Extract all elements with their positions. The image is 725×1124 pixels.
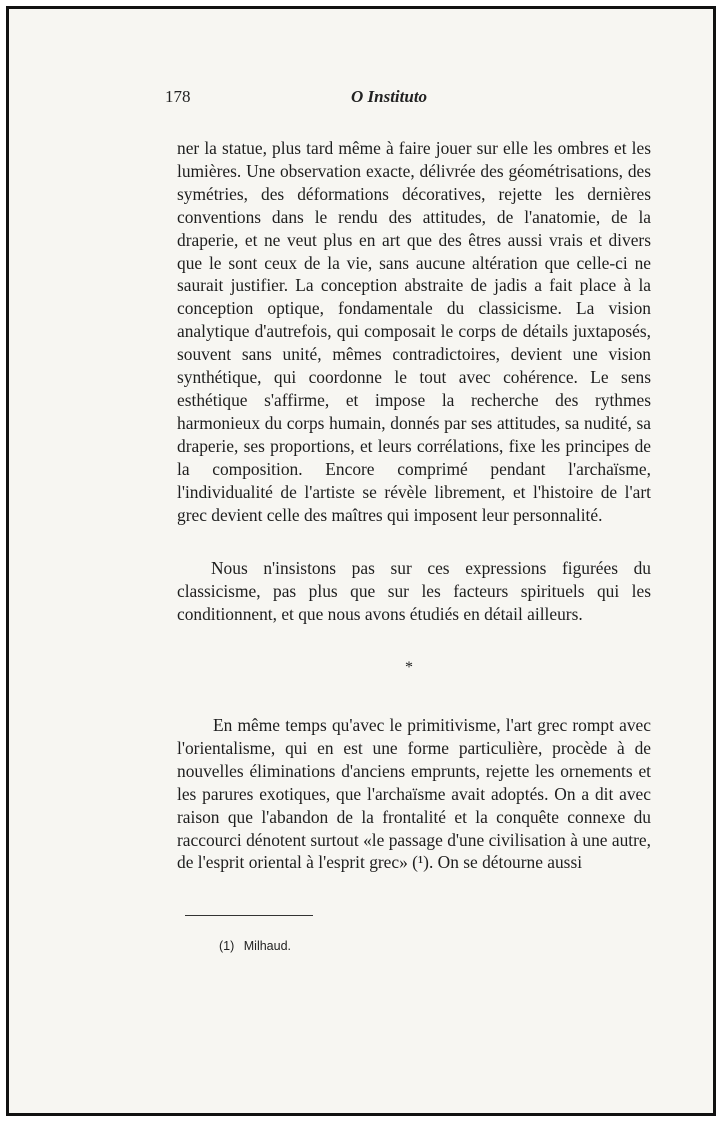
scanned-page bbox=[6, 6, 716, 1116]
crop-mark-top-left bbox=[6, 6, 20, 9]
footnote-marker: (1) bbox=[219, 939, 235, 953]
paragraph-1: ner la statue, plus tard même à faire jouer sur elle les ombres et les lumières. Une observation exacte, délivrée des géométrisations, des symétries, des déformations décoratives, rejette les dernières conventions dans le rendu des attitudes, de l'anatomie, de la draperie, et ne veut plus en art que des êtres aussi vrais et divers que le sont ceux de la vie, sans aucune altération que celle-ci ne saurait justifier. La conception abstraite de jadis a fait place à la conception optique, fondamentale du classicisme. La vision analytique d'autrefois, qui composait le corps de détails juxtaposés, souvent sans unité, mêmes contradictoires, devient une vision synthétique, qui coordonne le tout avec cohérence. Le sens esthétique s'affirme, et impose la recherche des rythmes harmonieux du corps humain, donnés par ses attitudes, sa nudité, sa draperie, ses proportions, et leurs corrélations, fixe les principes de la composition. Encore comprimé pendant l'archaïsme, l'individualité de l'artiste se révèle librement, et l'histoire de l'art grec devient celle des maîtres qui imposent leur personnalité. bbox=[177, 138, 651, 525]
footnote bbox=[219, 939, 291, 953]
section-separator-asterisk: * bbox=[405, 659, 413, 676]
paragraph-3: En même temps qu'avec le primitivisme, l'art grec rompt avec l'orientalisme, qui en est une forme particulière, procède à de nouvelles éliminations d'anciens emprunts, rejette les ornements et les parures exotiques, que l'archaïsme avait adoptés. On a dit avec raison que l'abandon de la frontalité et la conquête connexe du raccourci dénotent surtout «le passage d'une civilisation à une autre, de l'esprit oriental à l'esprit grec» (¹). On se détourne aussi bbox=[177, 715, 651, 873]
running-title: O Instituto bbox=[351, 87, 428, 106]
page-number: 178 bbox=[165, 87, 191, 106]
page-header bbox=[9, 87, 713, 111]
footnote-divider bbox=[185, 915, 313, 916]
paragraph-2: Nous n'insistons pas sur ces expressions figurées du classicisme, pas plus que sur les facteurs spirituels qui les conditionnent, et que nous avons étudiés en détail ailleurs. bbox=[177, 558, 651, 624]
footnote-text: Milhaud. bbox=[243, 939, 292, 953]
